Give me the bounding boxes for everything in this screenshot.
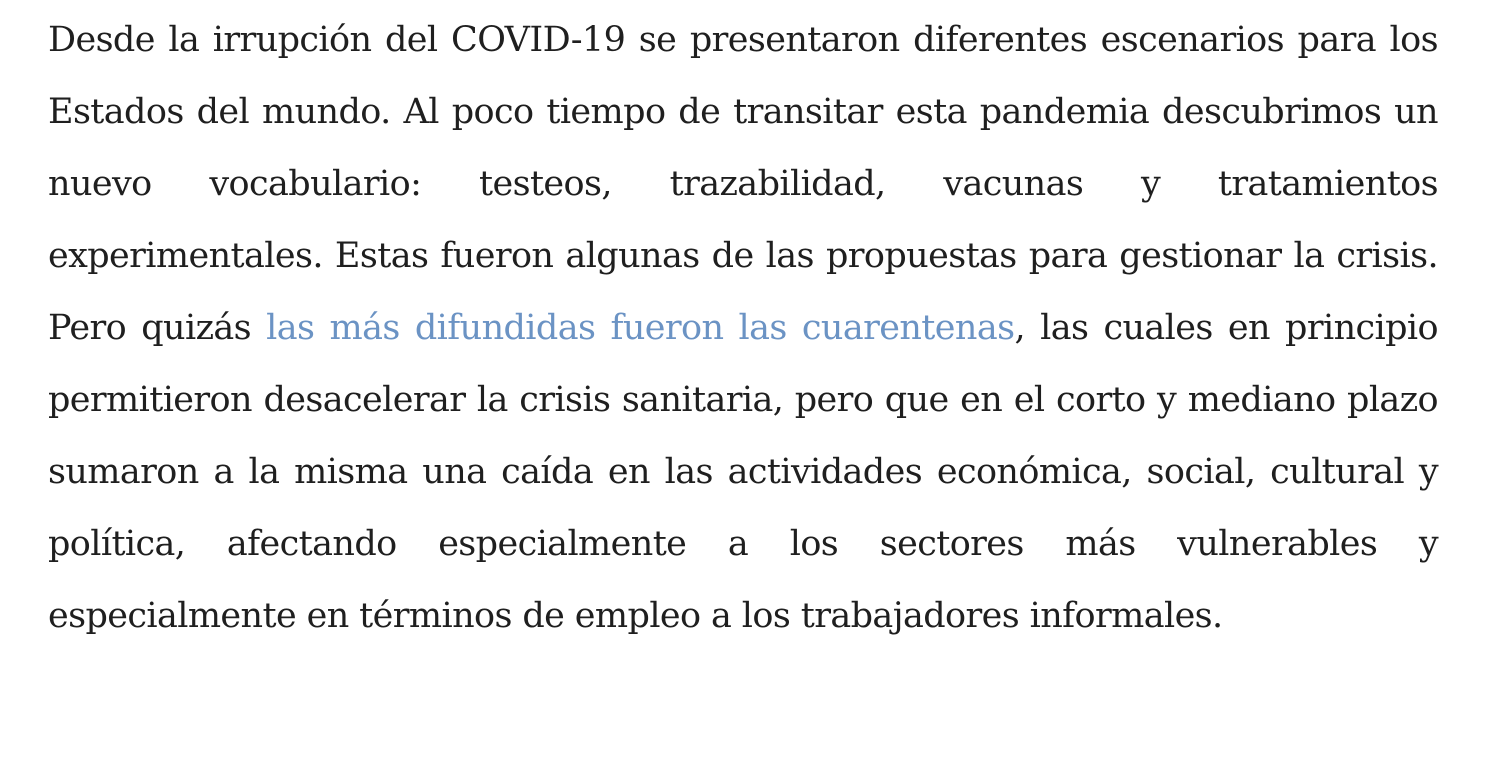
article-body [48,4,1438,652]
article-paragraph [48,4,1438,652]
cuarentenas-link[interactable]: las más difundidas fueron las cuarentenas [266,308,1015,348]
paragraph-text-after-link: , las cuales en principio permitieron desacelerar la crisis sanitaria, pero que en el corto y mediano plazo sumaron a la misma una caída en las actividades económica, social, cultural y política, afectando especialmente a los sectores más vulnerables y especialmente en términos de empleo a los trabajadores informales. [48,308,1438,636]
paragraph-text-before-link: Desde la irrupción del COVID-19 se presentaron diferentes escenarios para los Estados del mundo. Al poco tiempo de transitar esta pandemia descubrimos un nuevo vocabulario: testeos, trazabilidad, vacunas y tratamientos experimentales. Estas fueron algunas de las propuestas para gestionar la crisis. Pero quizás [48,20,1438,348]
